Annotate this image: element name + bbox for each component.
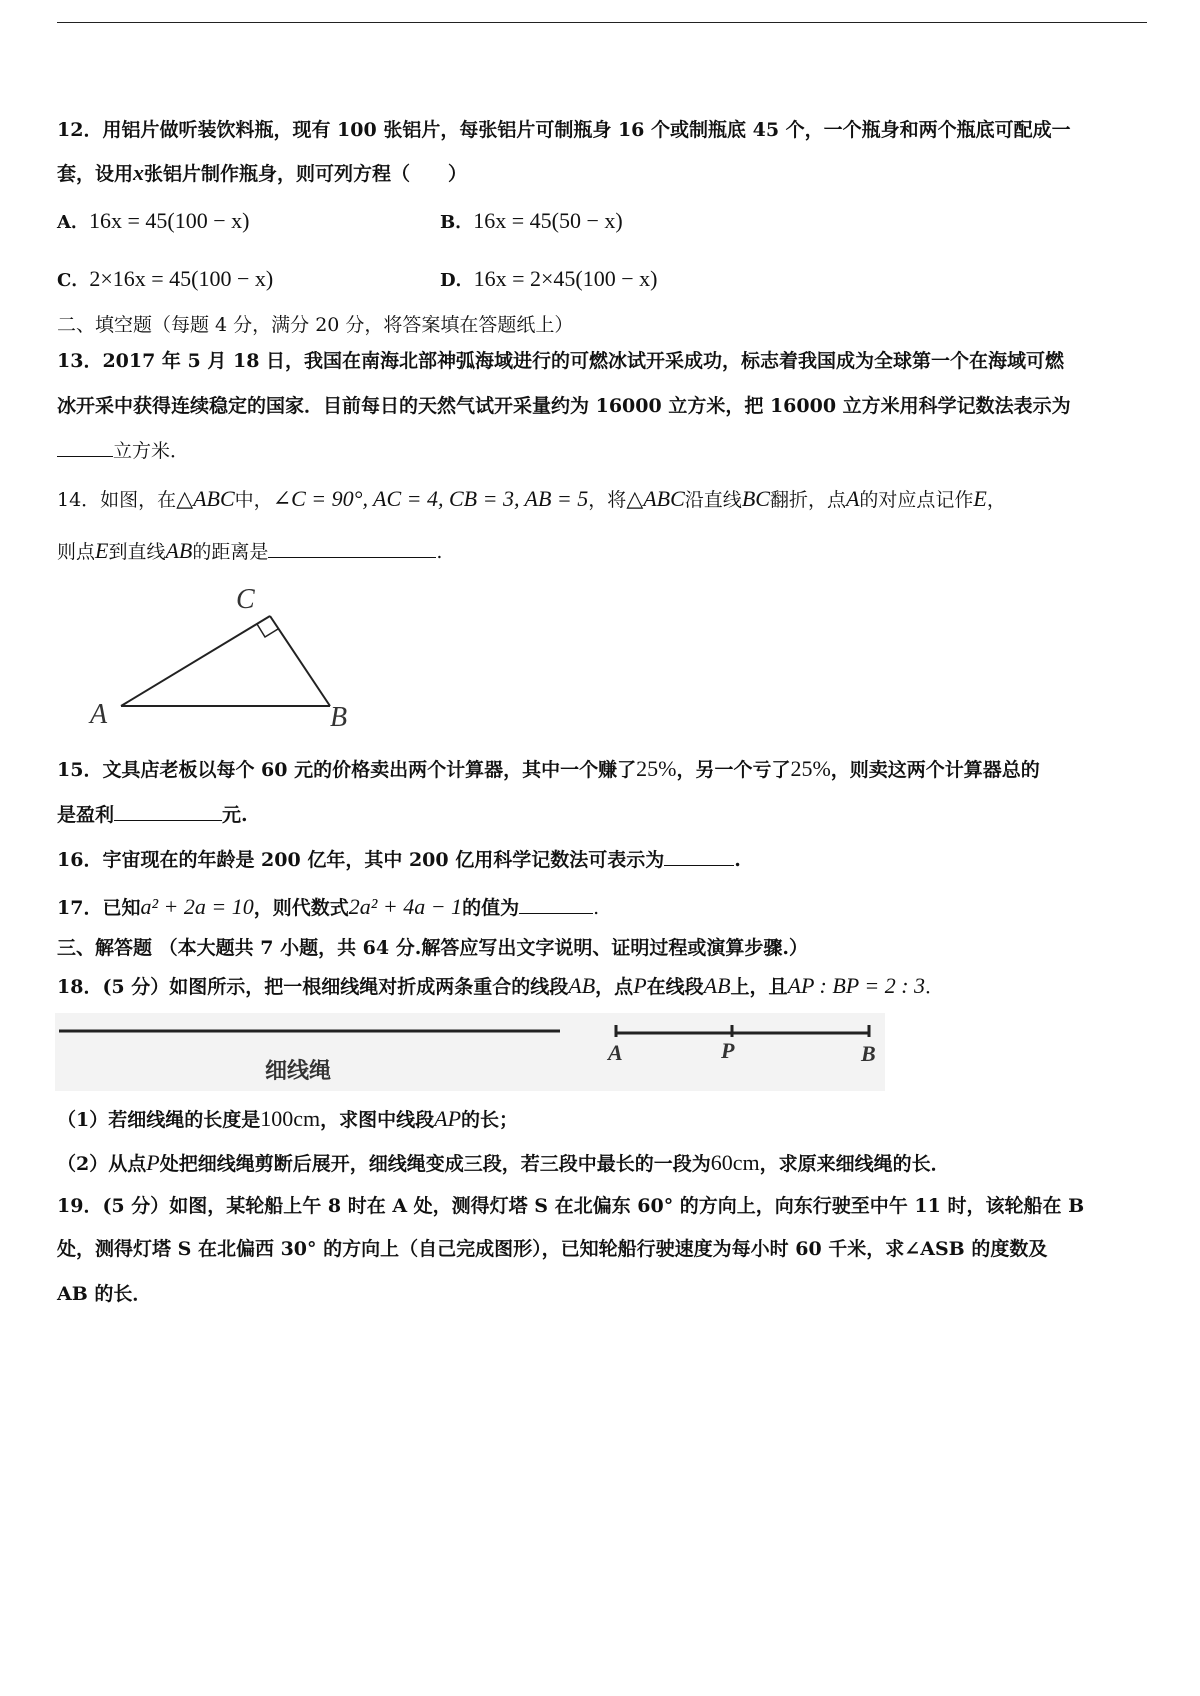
side-cb [270, 616, 330, 706]
q19-line2: 处，测得灯塔 S 在北偏西 30° 的方向上（自己完成图形），已知轮船行驶速度为每小时 60 千米，求∠ASB 的度数及 [57, 1238, 1048, 1260]
q12-option-c: C．2×16x = 45(100 − x) [57, 266, 274, 291]
q15-line1: 15．文具店老板以每个 60 元的价格卖出两个计算器，其中一个赚了25%，另一个亏了25%，则卖这两个计算器总的 [57, 756, 1040, 781]
q14-line1: 14．如图，在△ABC中，∠C = 90°, AC = 4, CB = 3, AB = 5，将△ABC沿直线BC翻折，点A的对应点记作E， [57, 486, 1006, 511]
label-p: P [721, 1038, 735, 1063]
q13-line3: 立方米． [57, 436, 189, 464]
q15-line2: 是盈利 元. [57, 800, 248, 828]
section-3-heading: 三、解答题 （本大题共 7 小题，共 64 分.解答应写出文字说明、证明过程或演算步骤.） [57, 937, 808, 959]
label-b: B [330, 702, 348, 733]
header-rule [57, 22, 1147, 23]
label-b: B [861, 1041, 876, 1066]
rope-figure [55, 1013, 885, 1093]
triangle-figure [80, 580, 380, 740]
label-a: A [90, 699, 108, 730]
q18-sub1: （1）若细线绳的长度是100cm，求图中线段AP的长； [57, 1106, 519, 1131]
q19-line3: AB 的长． [57, 1283, 152, 1305]
q12-line2: 套，设用x张铝片制作瓶身，则可列方程（ ） [57, 160, 468, 185]
answer-blank[interactable] [57, 436, 113, 457]
q19-line1: 19．(5 分）如图，某轮船上午 8 时在 A 处，测得灯塔 S 在北偏东 60° 的方向上，向东行驶至中午 11 时，该轮船在 B [57, 1195, 1085, 1217]
answer-blank[interactable] [664, 845, 734, 866]
answer-blank[interactable] [519, 893, 593, 914]
q17-line: 17．已知a² + 2a = 10，则代数式2a² + 4a − 1的值为 . [57, 894, 600, 919]
q12-line1: 12．用铝片做听装饮料瓶，现有 100 张铝片，每张铝片可制瓶身 16 个或制瓶底 45 个，一个瓶身和两个瓶底可配成一 [57, 119, 1071, 141]
answer-blank[interactable] [114, 800, 222, 821]
q18-sub2: （2）从点P处把细线绳剪断后展开，细线绳变成三段，若三段中最长的一段为60cm，求原来细线绳的长． [57, 1150, 950, 1175]
q16-line: 16．宇宙现在的年龄是 200 亿年，其中 200 亿用科学记数法可表示为 . [57, 845, 741, 873]
q12-option-a: A．16x = 45(100 − x) [57, 208, 250, 233]
q18-line1: 18．(5 分）如图所示，把一根细线绳对折成两条重合的线段AB，点P在线段AB上，且AP : BP = 2 : 3． [57, 973, 945, 998]
side-ac [121, 616, 270, 706]
rope-label: 细线绳 [265, 1058, 332, 1083]
q12-option-b: B．16x = 45(50 − x) [440, 208, 623, 233]
label-a: A [608, 1040, 623, 1065]
label-c: C [236, 584, 255, 615]
q13-line1: 13．2017 年 5 月 18 日，我国在南海北部神弧海域进行的可燃冰试开采成功，标志着我国成为全球第一个在海域可燃 [57, 350, 1065, 372]
q13-line2: 冰开采中获得连续稳定的国家．目前每日的天然气试开采量约为 16000 立方米，把 16000 立方米用科学记数法表示为 [57, 395, 1071, 417]
q12-option-d: D．16x = 2×45(100 − x) [440, 266, 658, 291]
figure-background [55, 1013, 885, 1091]
q14-line2: 则点E到直线AB的距离是 . [57, 538, 443, 563]
section-2-heading: 二、填空题（每题 4 分，满分 20 分，将答案填在答题纸上） [57, 314, 574, 336]
right-angle-mark [257, 624, 278, 637]
answer-blank[interactable] [268, 537, 436, 558]
